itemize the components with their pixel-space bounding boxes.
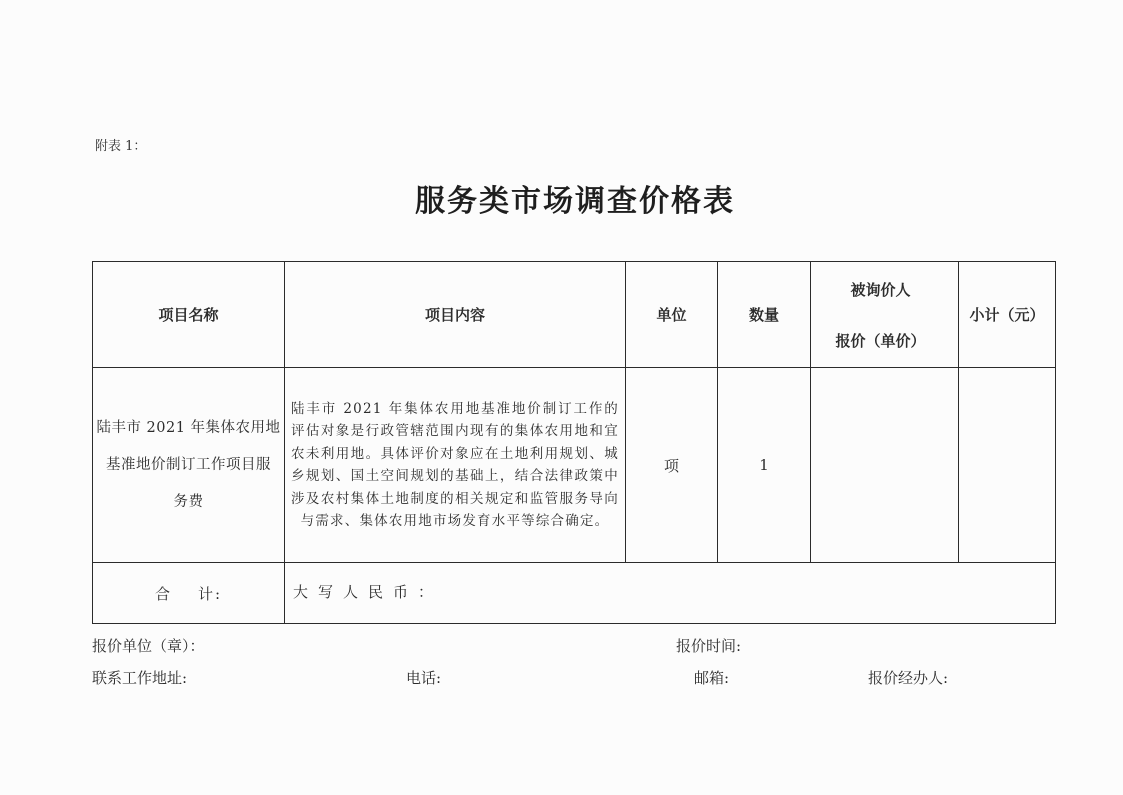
attachment-label: 附表 1：: [95, 139, 147, 154]
item-content-cell: [285, 368, 626, 563]
item-name-line: 务费: [173, 493, 204, 510]
handler-label: 报价经办人:: [868, 669, 949, 687]
item-name-line: 基准地价制订工作项目服: [106, 456, 271, 473]
header-unit: 单位: [626, 262, 718, 368]
table-header-row: [93, 262, 1056, 368]
total-row: [93, 563, 1056, 624]
item-quantity-cell: 1: [718, 368, 811, 563]
item-content-text: 陆丰市 2021 年集体农用地基准地价制订工作的评估对象是行政管辖范围内现有的集体农用地和宜农未利用地。具体评价对象应在土地利用规划、城乡规划、国土空间规划的基础上，结合法律政策中涉及农村集体土地制度的相关规定和监管服务导向与需求、集体农用地市场发育水平等综合确定。: [291, 400, 619, 529]
contact-address-label: 联系工作地址:: [92, 669, 188, 687]
subtotal-input-cell[interactable]: [959, 368, 1056, 563]
phone-label: 电话:: [406, 669, 442, 687]
email-label: 邮箱:: [694, 669, 730, 687]
header-quantity: 数量: [718, 262, 811, 368]
item-unit-cell: 项: [626, 368, 718, 563]
item-name-line: 陆丰市 2021 年集体农用地: [96, 419, 281, 436]
header-item-name: 项目名称: [93, 262, 285, 368]
quote-time-label: 报价时间:: [676, 637, 742, 655]
header-quote-price: [811, 262, 959, 368]
header-item-content: 项目内容: [285, 262, 626, 368]
header-quote-line2: 报价（单价）: [835, 331, 926, 350]
total-label-left: 合: [154, 584, 172, 603]
total-label: [93, 563, 285, 624]
total-amount-in-words-cell[interactable]: 大写人民币：: [285, 561, 1056, 622]
header-subtotal: 小计（元）: [959, 262, 1056, 368]
total-label-right: 计:: [197, 584, 223, 603]
page-title: 服务类市场调查价格表: [415, 184, 735, 219]
item-name-cell: [93, 368, 285, 563]
quote-unit-label: 报价单位（章）：: [92, 637, 205, 655]
unit-price-input-cell[interactable]: [811, 368, 959, 563]
table-row: [93, 368, 1056, 563]
price-survey-table: [92, 261, 1056, 624]
header-quote-line1: 被询价人: [850, 280, 911, 299]
